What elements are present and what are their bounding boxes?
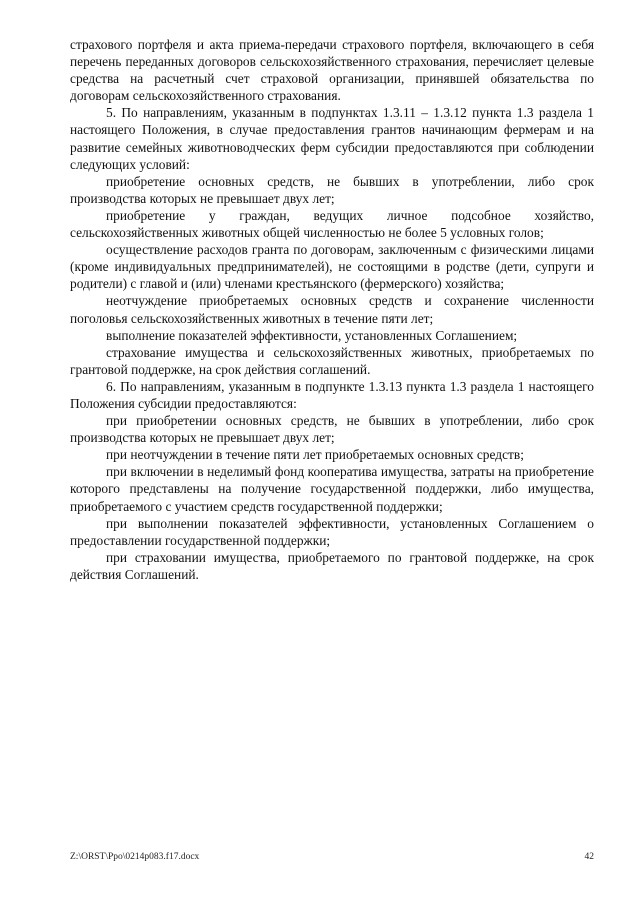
paragraph-condition: при приобретении основных средств, не бывших в употреблении, либо срок производства которых не превышает двух лет;	[70, 413, 594, 446]
paragraph-continuation: страхового портфеля и акта приема-передачи страхового портфеля, включающего в себя перечень переданных договоров сельскохозяйственного страхования, перечисляет целевые средства на расчетный счет страховой организации, принявшей обязательства по договорам сельскохозяйственного страхования.	[70, 37, 594, 104]
paragraph-condition: при включении в неделимый фонд кооператива имущества, затраты на приобретение которого представлены на получение государственной поддержки, либо имущества, приобретаемого с участием средств государственной поддержки;	[70, 464, 594, 514]
paragraph-condition: при выполнении показателей эффективности, установленных Соглашением о предоставлении государственной поддержки;	[70, 515, 594, 548]
file-path: Z:\ORST\Ppo\0214p083.f17.docx	[70, 852, 200, 862]
paragraph-condition: осуществление расходов гранта по договорам, заключенным с физическими лицами (кроме индивидуальных предпринимателей), не состоящими в родстве (дети, супруги и родители) с главой и (или) членами крестьянского (фермерского) хозяйства;	[70, 242, 594, 292]
paragraph-condition: при неотчуждении в течение пяти лет приобретаемых основных средств;	[106, 447, 524, 463]
paragraph-condition: при страховании имущества, приобретаемого по грантовой поддержке, на срок действия Соглашений.	[70, 549, 594, 582]
paragraph-condition: приобретение основных средств, не бывших в употреблении, либо срок производства которых не превышает двух лет;	[70, 173, 594, 206]
page-number: 42	[584, 852, 594, 862]
paragraph-item-6: 6. По направлениям, указанным в подпункте 1.3.13 пункта 1.3 раздела 1 настоящего Положения субсидии предоставляются:	[70, 378, 594, 411]
paragraph-condition: страхование имущества и сельскохозяйственных животных, приобретаемых по грантовой поддержке, на срок действия соглашений.	[70, 344, 594, 377]
paragraph-condition: приобретение у граждан, ведущих личное подсобное хозяйство, сельскохозяйственных животных общей численностью не более 5 условных голов;	[70, 207, 594, 241]
paragraph-condition: выполнение показателей эффективности, установленных Соглашением;	[106, 327, 518, 343]
document-body	[70, 36, 594, 583]
paragraph-item-5: 5. По направлениям, указанным в подпунктах 1.3.11 – 1.3.12 пункта 1.3 раздела 1 настоящего Положения, в случае предоставления грантов начинающим фермерам и на развитие семейных животноводческих ферм субсидии предоставляются при соблюдении следующих условий:	[70, 105, 594, 172]
paragraph-condition: неотчуждение приобретаемых основных средств и сохранение численности поголовья сельскохозяйственных животных в течение пяти лет;	[70, 293, 594, 326]
